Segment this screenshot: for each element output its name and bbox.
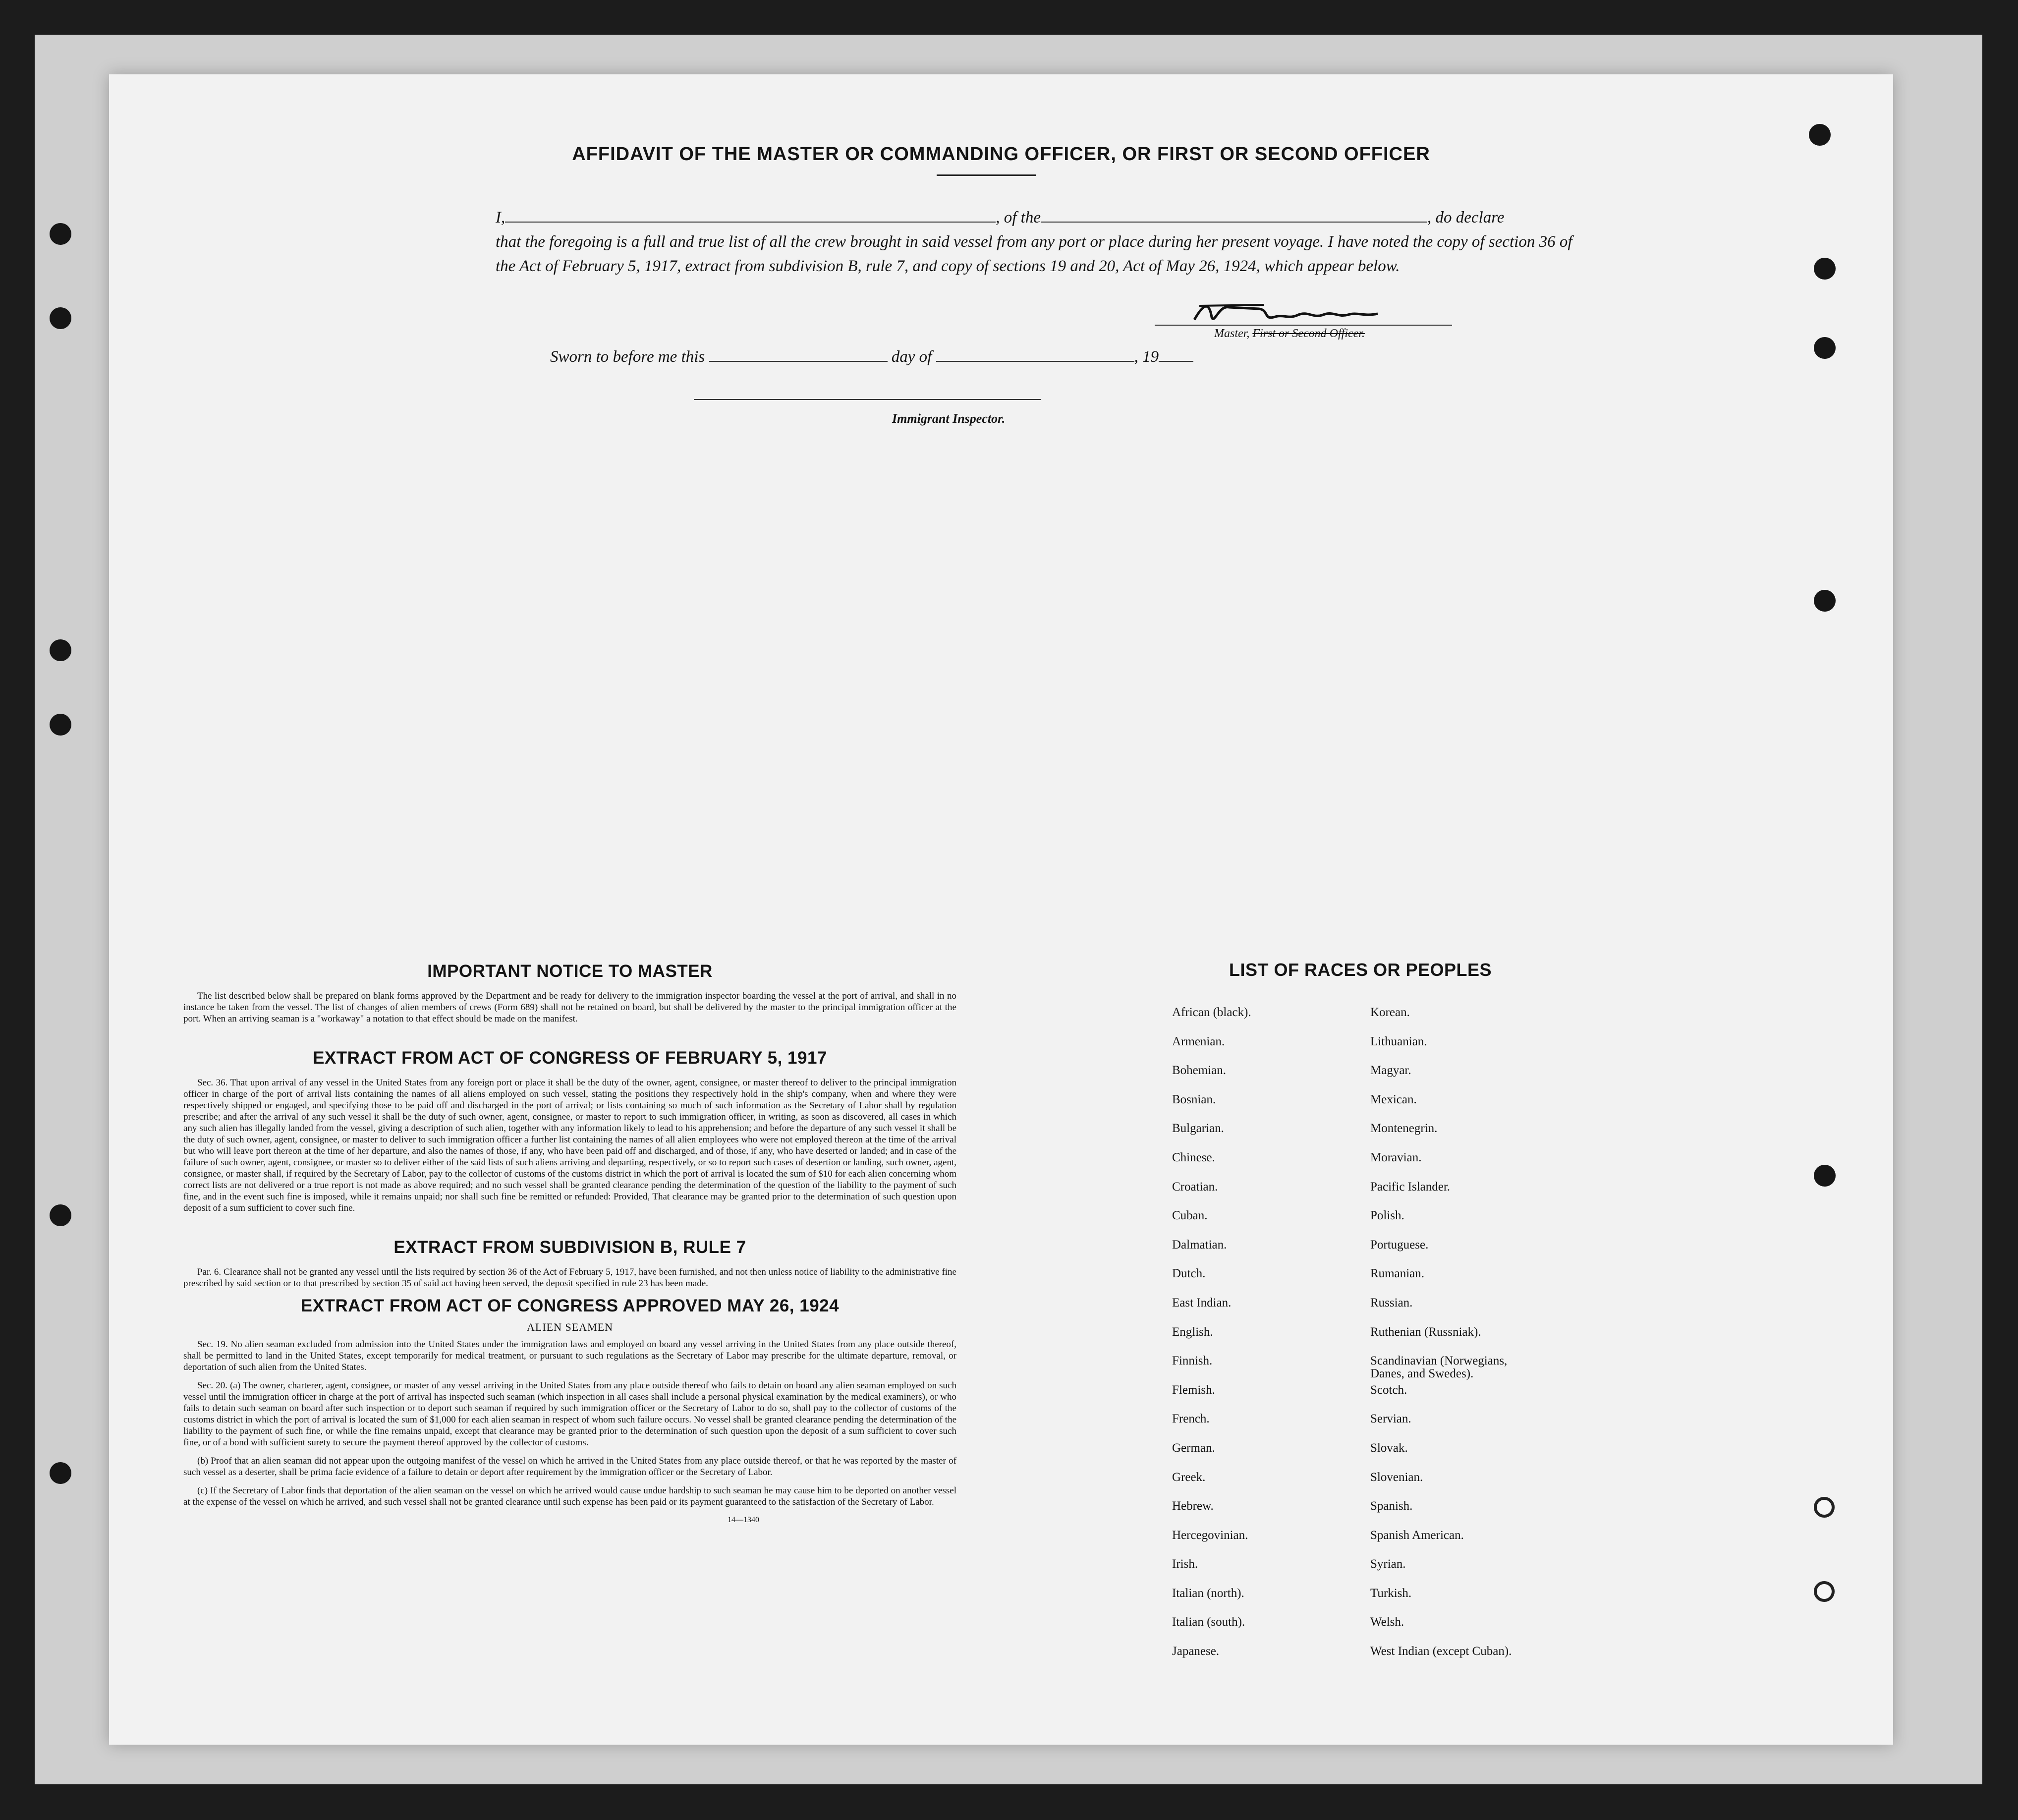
sworn-day-label: day of (891, 348, 932, 366)
race-item: Bohemian. (1172, 1064, 1227, 1078)
binder-hole-icon (50, 307, 71, 329)
binder-hole-icon (1814, 337, 1836, 359)
race-item: Cuban. (1172, 1209, 1208, 1223)
sworn-day-blank (709, 347, 888, 362)
binder-hole-icon (1814, 1497, 1835, 1518)
declaration-text (496, 206, 1596, 279)
notices-column (183, 962, 956, 1525)
race-item: Spanish. (1370, 1499, 1413, 1513)
signature-caption-master: Master, (1214, 327, 1250, 340)
race-item: Finnish. (1172, 1354, 1213, 1368)
race-item: Magyar. (1370, 1064, 1411, 1078)
race-item: Turkish. (1370, 1586, 1412, 1600)
race-item: Hercegovinian. (1172, 1528, 1248, 1542)
declaration-of-the: , of the (996, 209, 1041, 227)
sworn-month-blank (936, 347, 1134, 362)
signature-line (1155, 325, 1452, 326)
declaration-prefix: I, (496, 209, 505, 227)
binder-hole-icon (50, 1204, 71, 1226)
race-item: Polish. (1370, 1209, 1404, 1223)
race-item: Japanese. (1172, 1645, 1220, 1658)
rule-7-text: Par. 6. Clearance shall not be granted any vessel until the lists required by section 36 of the Act of February 5, 1917, have been furnished, and not then unless notice of liability to the administrative fine prescribed by said section or to that prescribed by section 35 of said act having been served, the deposit specified in rule 23 has been made. (183, 1267, 956, 1289)
signature-caption-struck: First or Second Officer. (1252, 327, 1365, 340)
race-item: Bosnian. (1172, 1092, 1216, 1106)
races-list-right (1370, 1006, 1583, 1674)
race-item: Ruthenian (Russniak). (1370, 1325, 1481, 1339)
race-item: Russian. (1370, 1296, 1413, 1309)
binder-hole-icon (50, 223, 71, 245)
form-number: 14—1340 (728, 1516, 759, 1524)
race-item: Dutch. (1172, 1267, 1206, 1281)
spacer (183, 1221, 956, 1238)
binder-hole-icon (1814, 258, 1836, 280)
inspector-signature-line (694, 399, 1041, 400)
binder-hole-icon (50, 1462, 71, 1484)
race-item: African (black). (1172, 1006, 1251, 1019)
sworn-prefix: Sworn to before me this (550, 348, 705, 366)
notice-title: IMPORTANT NOTICE TO MASTER (427, 962, 713, 981)
extract-1917-text: Sec. 36. That upon arrival of any vessel in the United States from any foreign port or place it shall be the duty of the owner, agent, consignee, or master thereof to deliver to the principal immigration officer in charge of the port of arrival lists containing the names of all aliens employed on such vessel, stating the positions they respectively hold in the ship's company, when and where they were respectively shipped or engaged, and specifying those to be paid off and discharged in the port of arrival; or lists containing so much of such information as the Secretary of Labor shall by regulation prescribe; and after the arrival of any such vessel it shall be the duty of such owner, agent, consignee, or master to report to such immigration officer, in writing, as soon as discovered, all cases in which any such alien has illegally landed from the vessel, giving a description of such alien, together with any information likely to lead to his apprehension; and before the departure of any such vessel it shall be the duty of such owner, agent, consignee, or master to deliver to such immigration officer a further list containing the names of all alien employees who were not employed thereon at the time of the arrival but who will leave port thereon at the time of her departure, and also the names of those, if any, who have been paid off and discharged, and of those, if any, who have deserted or landed; and in case of the failure of such owner, agent, consignee, or master so to deliver either of the said lists of such aliens arriving and departing, respectively, or so to report such cases of desertion or landing, such owner, agent, consignee, or master shall, if required by the Secretary of Labor, pay to the collector of customs of the customs district in which the port of arrival is located the sum of $10 for each alien concerning whom correct lists are not delivered or a true report is not made as above required; and no such vessel shall be granted clearance pending the determination of the question of the liability to the payment of such fine, and in the event such fine is imposed, while it remains unpaid; nor shall such fine be remitted or refunded: Provided, That clearance may be granted prior to the determination of such question upon deposit of a sum sufficient to cover such fine. (183, 1078, 956, 1213)
race-item: Pacific Islander. (1370, 1180, 1451, 1194)
race-item: Bulgarian. (1172, 1122, 1224, 1136)
race-item: Spanish American. (1370, 1528, 1464, 1542)
race-item: Greek. (1172, 1470, 1206, 1484)
extract-1924-title: EXTRACT FROM ACT OF CONGRESS APPROVED MAY 26, 1924 (300, 1296, 840, 1315)
binder-hole-icon (1814, 1581, 1835, 1602)
race-item: Syrian. (1370, 1557, 1406, 1571)
spacer (183, 1031, 956, 1048)
race-item: German. (1172, 1441, 1215, 1455)
race-item: Irish. (1172, 1557, 1198, 1571)
race-item: Armenian. (1172, 1034, 1225, 1048)
race-item: Slovenian. (1370, 1470, 1423, 1484)
race-item: Servian. (1370, 1412, 1411, 1426)
race-item: Dalmatian. (1172, 1238, 1227, 1251)
title-rule (937, 174, 1036, 176)
race-item: Rumanian. (1370, 1267, 1425, 1281)
race-item: Portuguese. (1370, 1238, 1429, 1251)
race-item: French. (1172, 1412, 1210, 1426)
race-item: Lithuanian. (1370, 1034, 1427, 1048)
binder-hole-icon (1809, 124, 1831, 146)
sworn-line (550, 347, 1393, 366)
races-list-left (1172, 1006, 1385, 1674)
race-item: Croatian. (1172, 1180, 1218, 1194)
race-item: Italian (south). (1172, 1615, 1245, 1629)
declaration-first-line (496, 206, 1596, 230)
affidavit-page (109, 74, 1893, 1745)
vessel-blank (1041, 208, 1427, 223)
declaration-body: that the foregoing is a full and true list of all the crew brought in said vessel from any port or place during her present voyage. I have noted the copy of section 36 of the Act of February 5, 1917, extract from subdivision B, rule 7, and copy of sections 19 and 20, Act of May 26, 1924, which appear below. (496, 233, 1572, 275)
race-item: English. (1172, 1325, 1213, 1339)
extract-1924-sec-19: Sec. 19. No alien seaman excluded from admission into the United States under the immigration laws and employed on board any vessel arriving in the United States from any place outside thereof, shall be permitted to land in the United States, except temporarily for medical treatment, or pursuant to such regulations as the Secretary of Labor may prescribe for the ultimate departure, removal, or deportation of such alien from the United States. (183, 1339, 956, 1372)
extract-1924-sec-20a: Sec. 20. (a) The owner, charterer, agent, consignee, or master of any vessel arriving in the United States from any place outside thereof who fails to detain on board any alien seaman employed on such vessel until the immigration officer in charge at the port of arrival has inspected such seaman (which inspection in all cases shall include a personal physical examination by the medical examiners), or who fails to detain such seaman on board after such inspection or to deport such seaman if required by such immigration officer or the Secretary of Labor to do so, shall pay to the collector of customs of the customs district in which the port of arrival is located the sum of $1,000 for each alien seaman in respect of whom such failure occurs. No vessel shall be granted clearance pending the determination of the liability to the payment of such fine, or while the fine remains unpaid, except that clearance may be granted prior to the determination of such question upon the deposit of a sum sufficient to cover such fine, or of a bond with sufficient surety to secure the payment thereof approved by the collector of customs. (183, 1380, 956, 1448)
race-item: Flemish. (1172, 1383, 1215, 1397)
signature-caption (1214, 327, 1365, 341)
inspector-caption: Immigrant Inspector. (892, 411, 1006, 426)
extract-1924-sec-20c: (c) If the Secretary of Labor finds that deportation of the alien seaman on the vessel on which he arrived would cause undue hardship to such seaman he may cause him to be deported on another vessel at the expense of the vessel on which he arrived, and such vessel shall not be granted clearance until such expense has been paid or its payment guaranteed to the satisfaction of the Secretary of Labor. (183, 1485, 956, 1507)
races-title: LIST OF RACES OR PEOPLES (1229, 960, 1492, 980)
binder-hole-icon (1814, 1165, 1836, 1187)
race-item: Italian (north). (1172, 1586, 1244, 1600)
extract-1924-subtitle: ALIEN SEAMEN (527, 1321, 613, 1333)
binder-hole-icon (50, 714, 71, 736)
race-item: Montenegrin. (1370, 1122, 1438, 1136)
binder-hole-icon (50, 639, 71, 661)
race-item: Scotch. (1370, 1383, 1407, 1397)
binder-hole-icon (1814, 590, 1836, 612)
race-item: West Indian (except Cuban). (1370, 1645, 1512, 1658)
race-item: Mexican. (1370, 1092, 1417, 1106)
name-blank (505, 208, 996, 223)
race-item: Chinese. (1172, 1150, 1215, 1164)
race-item: Slovak. (1370, 1441, 1408, 1455)
declaration-do-declare: , do declare (1427, 209, 1505, 227)
extract-1917-title: EXTRACT FROM ACT OF CONGRESS OF FEBRUARY 5, 1917 (313, 1048, 827, 1068)
race-item: Hebrew. (1172, 1499, 1214, 1513)
race-item: Moravian. (1370, 1150, 1422, 1164)
race-item: Korean. (1370, 1006, 1410, 1019)
race-item: East Indian. (1172, 1296, 1232, 1309)
sworn-year: , 19 (1134, 348, 1159, 366)
race-item: Scandinavian (Norwegians, Danes, and Swedes). (1370, 1354, 1508, 1381)
notice-text: The list described below shall be prepared on blank forms approved by the Department and be ready for delivery to the immigration inspector boarding the vessel at the port of arrival, and shall in no instance be taken from the vessel. The list of changes of alien members of crews (Form 689) shall not be retained on board, but shall be delivered by the master to the principal immigration officer at the port. When an arriving seaman is a "workaway" a notation to that effect should be made on the manifest. (183, 991, 956, 1024)
race-item: Welsh. (1370, 1615, 1404, 1629)
rule-7-title: EXTRACT FROM SUBDIVISION B, RULE 7 (393, 1238, 746, 1257)
extract-1924-sec-20b: (b) Proof that an alien seaman did not appear upon the outgoing manifest of the vessel on which he arrived in the United States from any place outside thereof, or that he was reported by the master of such vessel as a deserter, shall be prima facie evidence of a failure to detain or deport after requirement by the immigration officer or the Secretary of Labor. (183, 1456, 956, 1478)
sworn-year-blank (1159, 347, 1193, 362)
affidavit-title: AFFIDAVIT OF THE MASTER OR COMMANDING OFFICER, OR FIRST OR SECOND OFFICER (572, 144, 1430, 165)
